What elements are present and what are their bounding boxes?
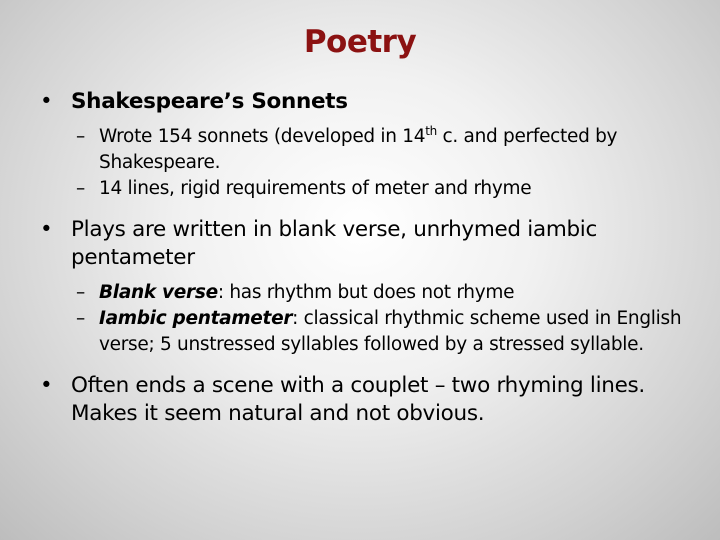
term: Blank verse <box>99 282 218 303</box>
bullet-text: Shakespeare’s Sonnets <box>71 89 348 114</box>
slide-title: Poetry <box>303 24 417 60</box>
bullet-icon: • <box>40 89 53 114</box>
sub-bullet-point <box>36 280 696 306</box>
bullet-point <box>36 372 696 428</box>
slide-body <box>36 88 696 428</box>
definition: : classical rhythmic scheme used in English verse; 5 unstressed syllables followed by a stressed syllable. <box>99 308 682 355</box>
bullet-icon: • <box>40 373 53 398</box>
sub-bullet-point <box>36 176 696 202</box>
dash-icon: – <box>76 282 85 303</box>
sub-bullet-text-continued: c. and perfected by Shakespeare. <box>99 126 618 173</box>
bullet-point <box>36 88 696 116</box>
dash-icon: – <box>76 178 85 199</box>
sub-bullet-point <box>36 306 696 358</box>
dash-icon: – <box>76 126 85 147</box>
sub-bullet-point <box>36 124 696 176</box>
bullet-text: Plays are written in blank verse, unrhymed iambic pentameter <box>71 217 598 270</box>
bullet-point <box>36 216 696 272</box>
sub-bullet-text: 14 lines, rigid requirements of meter and rhyme <box>99 178 532 199</box>
definition: : has rhythm but does not rhyme <box>217 282 515 303</box>
bullet-icon: • <box>40 217 53 242</box>
term: Iambic pentameter <box>99 308 293 329</box>
superscript: th <box>425 123 437 138</box>
dash-icon: – <box>76 308 85 329</box>
sub-bullet-text: Wrote 154 sonnets (developed in 14 <box>99 126 426 147</box>
bullet-text: Often ends a scene with a couplet – two rhyming lines. Makes it seem natural and not obvious. <box>71 373 645 426</box>
